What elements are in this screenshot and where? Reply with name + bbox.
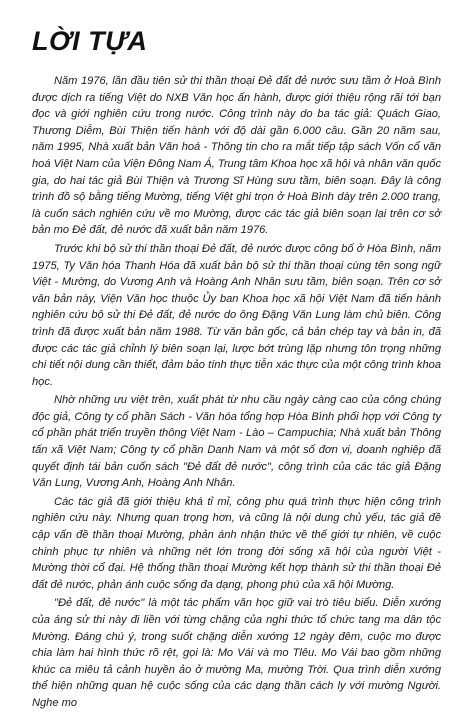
- paragraph-2: Trước khi bộ sử thi thần thoại Đẻ đất, đẻ nước được công bố ở Hòa Bình, năm 1975, Ty Văn hóa Thanh Hóa đã xuất bản bộ sử thi thần thoại cùng tên song ngữ Việt - Mường, do Vương Anh và Hoàng Anh Nhân sưu tầm, biên soạn. Trên cơ sở văn bản này, Viện Văn học thuộc Ủy ban Khoa học xã hội Việt Nam đã tiến hành nghiên cứu bộ sử thi Đẻ đất, đẻ nước do ông Đặng Văn Lung làm chủ biên. Công trình đã được xuất bản năm 1988. Từ văn bản gốc, cả bản chép tay và bản in, đã được các tác giả chỉnh lý biên soạn lại, lược bớt trùng lặp nhưng tôn trọng những chi tiết nội dung cần thiết, đảm bảo tính thực tiễn xác thực của một công trình khoa học.: [32, 242, 441, 388]
- page-title: LỜI TỰA: [32, 26, 148, 56]
- paragraph-1: Năm 1976, lần đầu tiên sử thi thần thoại Đẻ đất đẻ nước sưu tầm ở Hoà Bình được dịch ra tiếng Việt do NXB Văn học ấn hành, được giới thiệu rộng rãi tới bạn đọc và giới nghiên cứu trong nước. Công trình này do ba tác giả: Quách Giao, Thương Diễm, Bùi Thiện tiến hành với độ dài gần 6.000 câu. Gần 20 năm sau, năm 1995, Nhà xuất bản Văn hoá - Thông tin cho ra mắt tiếp tập sách Vốn cổ văn hoá Việt Nam của Viện Đông Nam Á, Trung tâm Khoa học xã hội và nhân văn quốc gia, do hai tác giả Bùi Thiện và Trương Sĩ Hùng sưu tầm, biên soạn. Đây là công trình đồ sộ bằng tiếng Mường, tiếng Việt ghi trọn ở Hoà Bình dày trên 2.000 trang, là cuốn sách nghiên cứu về mo Mường, được các tác giả biên soạn lại trên cơ sở bản mo Đẻ đất, đẻ nước đã xuất bản năm 1976.: [32, 75, 441, 237]
- paragraph-4: Các tác giả đã giới thiệu khá tỉ mỉ, công phu quá trình thực hiện công trình nghiên cứu này. Nhưng quan trọng hơn, và cũng là nội dung chủ yếu, tác giả đề cập vấn đề thần thoại Mường, phản ánh nhận thức về thế giới tự nhiên, về cuộc chinh phục tự nhiên và những nét lớn trong đời sống xã hội của người Việt - Mường thời cổ đại. Hệ thống thần thoại Mường kết hợp thành sử thi thần thoại Đẻ đất đẻ nước, phản ánh cuộc sống đa dạng, phong phú của xã hội Mường.: [32, 495, 441, 591]
- paragraph-3: Nhờ những ưu việt trên, xuất phát từ nhu cầu ngày càng cao của công chúng độc giả, Công ty cổ phần Sách - Văn hóa tổng hợp Hòa Bình phối hợp với Công ty cổ phần phát triển truyền thông Việt Nam - Lào – Campuchia; Nhà xuất bản Thông tấn xã Việt Nam; Công ty cổ phần Danh Nam và một số đơn vị, doanh nghiệp đã quyết định tái bản cuốn sách "Đẻ đất đẻ nước", công trình của các tác giả Đặng Văn Lung, Vương Anh, Hoàng Anh Nhân.: [32, 394, 441, 490]
- paragraph-5: "Đẻ đất, đẻ nước" là một tác phẩm văn học giữ vai trò tiêu biểu. Diễn xướng của áng sử thi này đi liền với từng chặng của nghi thức tổ chức tang ma dân tộc Mường. Đáng chú ý, trong suốt chặng diễn xướng 12 ngày đêm, cuộc mo được chia làm hai hình thức rõ rệt, gọi là: Mo Vái và mo Tlêu. Mo Vái bao gồm những khúc ca miêu tả cảnh huyền ảo ở mường Ma, mường Trời. Qua trình diễn xướng thể hiện những quan hệ cuộc sống của các dạng thần cách ly với mường Người. Nghe mo: [32, 597, 441, 709]
